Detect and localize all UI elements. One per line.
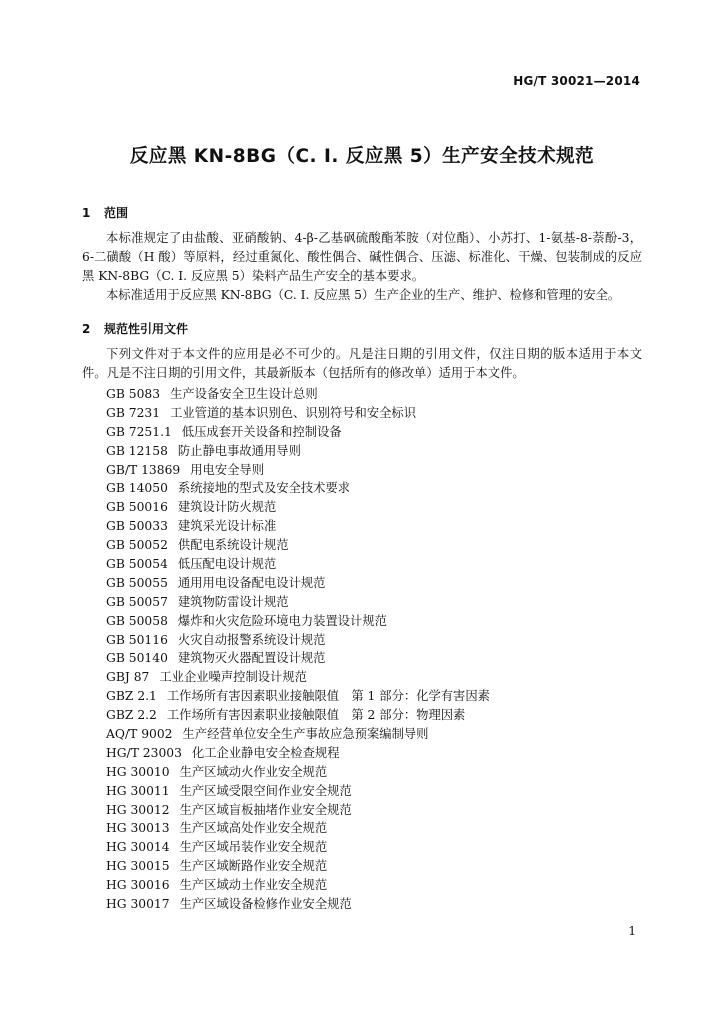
reference-item: [106, 536, 490, 555]
reference-list: [106, 385, 490, 914]
reference-item: [106, 687, 490, 706]
reference-title: 生产经营单位安全生产事故应急预案编制导则: [182, 727, 429, 742]
reference-title: 生产区域动火作业安全规范: [179, 764, 328, 779]
reference-item: [106, 763, 490, 782]
reference-code: HG 30014: [106, 840, 170, 855]
reference-title: 生产区域设备检修作业安全规范: [179, 897, 352, 912]
reference-item: [106, 744, 490, 763]
reference-item: [106, 479, 490, 498]
scope-paragraph-1: 本标准规定了由盐酸、亚硝酸钠、4-β-乙基砜硫酸酯苯胺（对位酯）、小苏打、1-氨基-8-萘酚-3，6-二磺酸（H 酸）等原料，经过重氮化、酸性偶合、碱性偶合、压滤、标准化、干燥、包装制成的反应黑 KN-8BG（C. I. 反应黑 5）染料产品生产安全的基本要求。: [82, 231, 642, 283]
reference-title: 化工企业静电安全检查规程: [191, 745, 340, 760]
reference-code: GBZ 2.2: [106, 708, 157, 723]
reference-title: 生产区域盲板抽堵作业安全规范: [179, 802, 352, 817]
reference-item: [106, 649, 490, 668]
reference-item: [106, 385, 490, 404]
reference-code: HG 30011: [106, 783, 170, 798]
reference-title: 工业管道的基本识别色、识别符号和安全标识: [170, 405, 417, 420]
reference-code: HG 30013: [106, 821, 170, 836]
standard-code: HG/T 30021—2014: [513, 74, 640, 88]
reference-item: [106, 555, 490, 574]
reference-title: 建筑物防雷设计规范: [177, 594, 289, 609]
reference-title: 供配电系统设计规范: [177, 538, 289, 553]
reference-title: 建筑物灭火器配置设计规范: [177, 651, 326, 666]
reference-item: [106, 423, 490, 442]
reference-item: [106, 574, 490, 593]
reference-code: GB 7251.1: [106, 424, 172, 439]
reference-code: GB 50052: [106, 538, 168, 553]
reference-code: GB 50033: [106, 519, 168, 534]
reference-code: GB 50058: [106, 613, 168, 628]
reference-code: GB 5083: [106, 387, 161, 401]
reference-code: GB 50140: [106, 651, 168, 666]
reference-item: [106, 725, 490, 744]
section-1-title: 范围: [104, 206, 129, 220]
reference-title: 生产设备安全卫生设计总则: [170, 387, 318, 401]
reference-code: AQ/T 9002: [106, 727, 173, 742]
reference-code: HG 30015: [106, 859, 170, 874]
reference-item: [106, 442, 490, 461]
reference-title: 生产区域动土作业安全规范: [179, 878, 328, 893]
section-2-number: 2: [82, 322, 91, 336]
section-1-heading: [82, 204, 128, 221]
reference-item: [106, 593, 490, 612]
scope-paragraph-2: 本标准适用于反应黑 KN-8BG（C. I. 反应黑 5）生产企业的生产、维护、检修和管理的安全。: [106, 288, 621, 302]
reference-title: 建筑采光设计标准: [177, 519, 277, 534]
document-title: 反应黑 KN-8BG（C. I. 反应黑 5）生产安全技术规范: [129, 146, 595, 167]
reference-code: HG 30017: [106, 897, 170, 912]
reference-code: GBJ 87: [106, 670, 150, 685]
reference-item: [106, 631, 490, 650]
reference-title: 生产区域高处作业安全规范: [179, 821, 328, 836]
reference-item: [106, 782, 490, 801]
reference-item: [106, 838, 490, 857]
reference-item: [106, 706, 490, 725]
reference-code: GB 50116: [106, 632, 168, 647]
reference-code: GB 50057: [106, 594, 168, 609]
reference-title: 爆炸和火灾危险环境电力装置设计规范: [177, 613, 387, 628]
reference-code: GB 14050: [106, 481, 168, 496]
page-number: 1: [628, 924, 636, 938]
reference-item: [106, 461, 490, 480]
reference-title: 生产区域受限空间作业安全规范: [179, 783, 352, 798]
reference-title: 低压成套开关设备和控制设备: [181, 424, 342, 439]
reference-title: 工作场所有害因素职业接触限值 第 1 部分：化学有害因素: [166, 689, 490, 704]
reference-title: 系统接地的型式及安全技术要求: [177, 481, 351, 496]
reference-code: GB 50016: [106, 500, 168, 515]
reference-code: GB 12158: [106, 443, 168, 458]
reference-code: GB 50054: [106, 557, 168, 572]
reference-item: [106, 404, 490, 423]
reference-title: 工作场所有害因素职业接触限值 第 2 部分：物理因素: [166, 708, 466, 723]
reference-item: [106, 498, 490, 517]
references-intro: 下列文件对于本文件的应用是必不可少的。凡是注日期的引用文件，仅注日期的版本适用于本文件。凡是不注日期的引用文件，其最新版本（包括所有的修改单）适用于本文件。: [82, 347, 642, 380]
reference-title: 建筑设计防火规范: [177, 500, 277, 515]
reference-title: 生产区域断路作业安全规范: [179, 859, 328, 874]
reference-title: 生产区域吊装作业安全规范: [179, 840, 328, 855]
reference-item: [106, 876, 490, 895]
reference-title: 工业企业噪声控制设计规范: [159, 670, 307, 685]
reference-item: [106, 895, 490, 914]
reference-title: 通用用电设备配电设计规范: [177, 575, 326, 590]
reference-item: [106, 668, 490, 687]
reference-code: GB/T 13869: [106, 462, 181, 477]
reference-code: GB 7231: [106, 405, 161, 420]
reference-title: 火灾自动报警系统设计规范: [177, 632, 326, 647]
reference-title: 用电安全导则: [190, 462, 265, 477]
reference-code: GBZ 2.1: [106, 689, 157, 704]
reference-item: [106, 857, 490, 876]
reference-item: [106, 612, 490, 631]
section-2-title: 规范性引用文件: [104, 322, 189, 336]
reference-item: [106, 801, 490, 820]
reference-code: HG/T 23003: [106, 745, 182, 760]
section-2-heading: [82, 320, 188, 337]
reference-item: [106, 819, 490, 838]
reference-code: HG 30016: [106, 878, 170, 893]
reference-item: [106, 517, 490, 536]
reference-code: HG 30010: [106, 764, 170, 779]
section-1-number: 1: [82, 206, 91, 220]
reference-code: GB 50055: [106, 575, 168, 590]
reference-code: HG 30012: [106, 802, 170, 817]
reference-title: 低压配电设计规范: [177, 557, 277, 572]
reference-title: 防止静电事故通用导则: [177, 443, 301, 458]
